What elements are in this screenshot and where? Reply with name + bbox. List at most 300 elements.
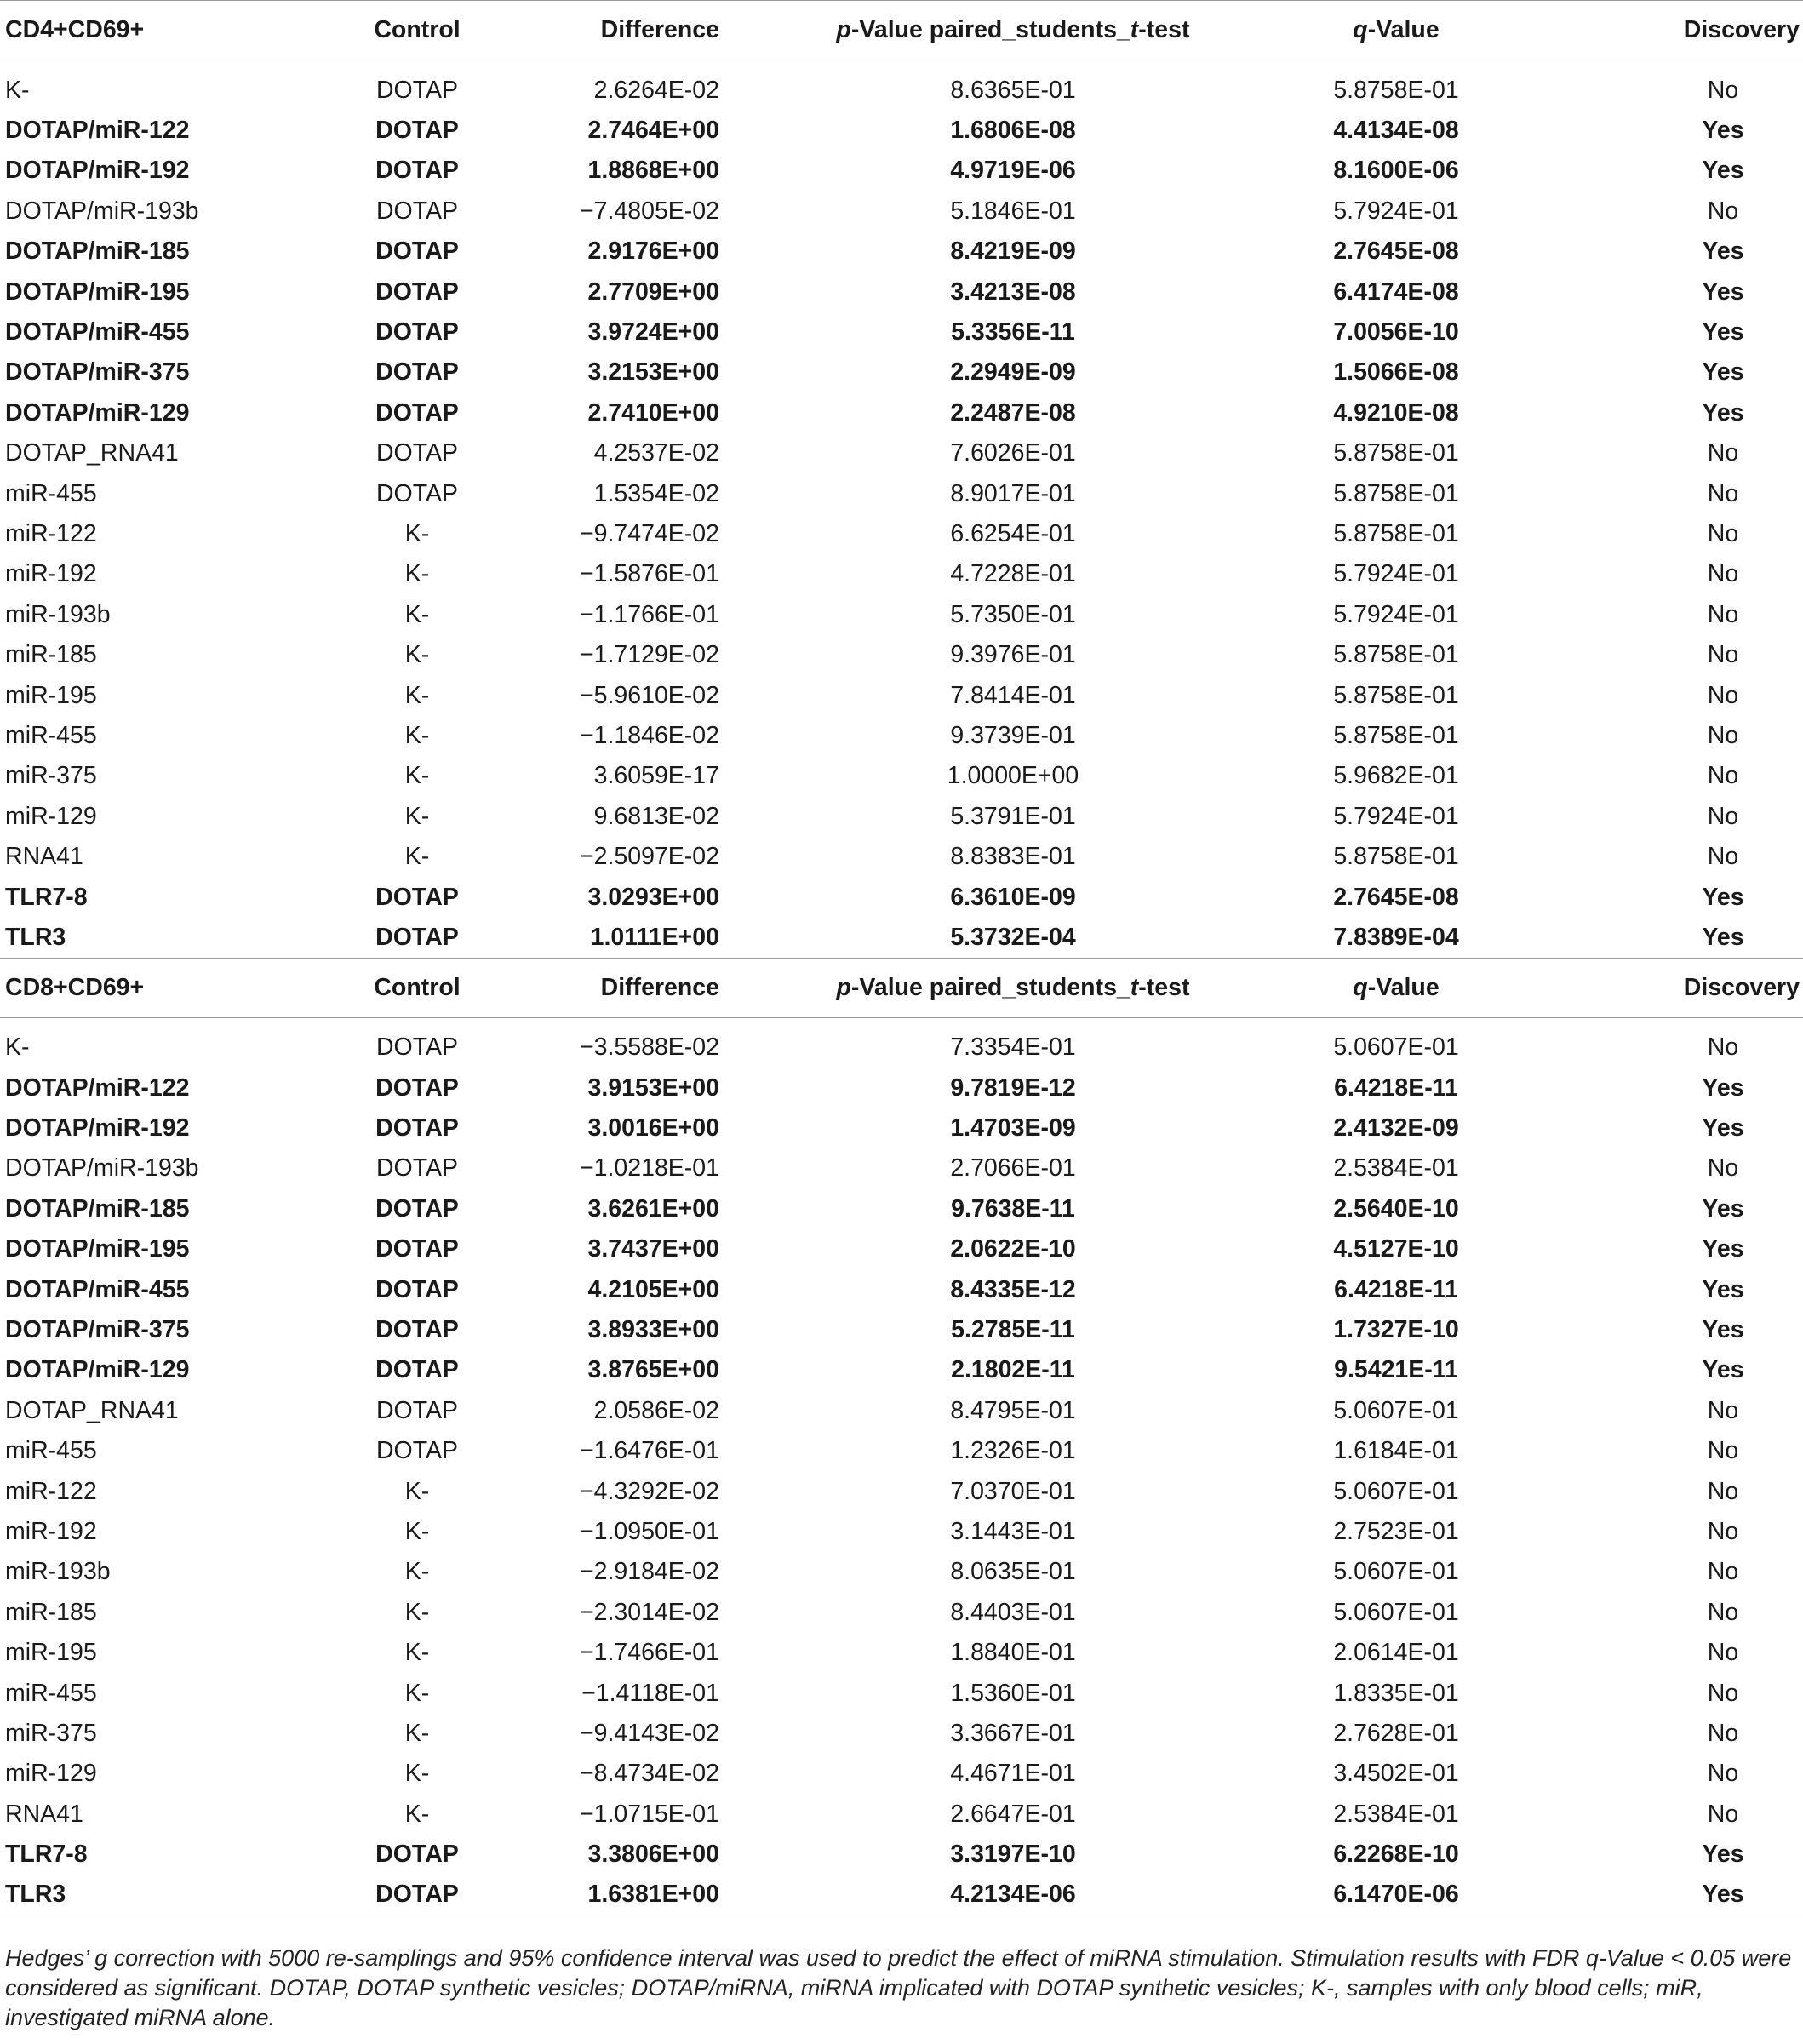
- discovery-cell: No: [1707, 1154, 1739, 1182]
- q-value-cell: 2.7645E-08: [1333, 238, 1459, 266]
- q-value-cell: 8.1600E-06: [1333, 157, 1459, 185]
- condition-cell: DOTAP/miR-195: [5, 1235, 190, 1263]
- difference-cell: 3.8765E+00: [587, 1356, 719, 1384]
- condition-cell: miR-195: [5, 1639, 97, 1667]
- condition-cell: miR-455: [5, 1437, 97, 1465]
- spacer-row: [0, 60, 1803, 71]
- q-value-cell: 5.0607E-01: [1333, 1477, 1459, 1505]
- difference-cell: −1.7466E-01: [579, 1639, 719, 1667]
- discovery-cell: Yes: [1702, 1356, 1744, 1384]
- p-value-cell: 8.8383E-01: [950, 843, 1076, 871]
- column-header-p-value-part: -Value paired_students_: [850, 16, 1130, 43]
- condition-cell: DOTAP/miR-129: [5, 1356, 190, 1384]
- difference-cell: 3.0016E+00: [587, 1114, 719, 1142]
- condition-cell: miR-375: [5, 762, 97, 790]
- condition-cell: TLR7-8: [5, 883, 88, 911]
- difference-cell: −2.5097E-02: [579, 843, 719, 871]
- p-value-cell: 5.3732E-04: [766, 918, 1209, 958]
- control-cell: K-: [404, 762, 430, 790]
- table-row: [0, 1835, 1803, 1875]
- q-value-cell: 2.7628E-01: [1333, 1719, 1459, 1747]
- q-value-cell: 9.5421E-11: [1334, 1356, 1458, 1384]
- discovery-cell: Yes: [1702, 278, 1744, 306]
- q-value-cell: 2.7645E-08: [1333, 883, 1459, 911]
- control-cell: DOTAP: [375, 479, 459, 507]
- condition-cell: miR-375: [5, 1719, 97, 1747]
- table-row: [0, 1269, 1803, 1309]
- discovery-cell: No: [1707, 762, 1739, 790]
- control-cell: DOTAP: [375, 358, 459, 386]
- discovery-cell: No: [1707, 1800, 1739, 1828]
- p-value-cell: 1.5360E-01: [950, 1679, 1076, 1707]
- column-header-q-value: [1209, 958, 1549, 1017]
- table-row: [0, 1795, 1803, 1835]
- discovery-cell: No: [1707, 600, 1739, 628]
- condition-cell: miR-455: [5, 721, 97, 749]
- condition-cell: DOTAP/miR-455: [5, 318, 190, 346]
- table-row: [0, 595, 1803, 635]
- column-header-control: Control: [315, 958, 477, 1017]
- discovery-cell: No: [1707, 1437, 1739, 1465]
- difference-cell: 2.7464E+00: [587, 117, 719, 145]
- control-cell: K-: [404, 1760, 430, 1788]
- control-cell: K-: [404, 560, 430, 588]
- difference-cell: −1.1846E-02: [579, 721, 719, 749]
- condition-cell: TLR3: [0, 1875, 315, 1915]
- difference-cell: 1.5354E-02: [593, 479, 719, 507]
- q-value-cell: 5.8758E-01: [1333, 641, 1459, 669]
- section-title: CD4+CD69+: [0, 1, 315, 60]
- table-row: [0, 756, 1803, 796]
- q-value-cell: 2.7523E-01: [1333, 1517, 1459, 1545]
- p-value-cell: 1.8840E-01: [950, 1639, 1076, 1667]
- table-row: [0, 1471, 1803, 1511]
- discovery-cell: No: [1707, 439, 1739, 467]
- condition-cell: miR-129: [5, 1760, 97, 1788]
- condition-cell: miR-192: [5, 1517, 97, 1545]
- control-cell: DOTAP: [375, 1074, 459, 1102]
- q-value-cell: 5.0607E-01: [1333, 1033, 1459, 1062]
- q-value-cell: 7.8389E-04: [1209, 918, 1549, 958]
- discovery-cell: Yes: [1702, 1235, 1744, 1263]
- q-value-cell: 1.7327E-10: [1333, 1316, 1459, 1344]
- difference-cell: 1.0111E+00: [477, 918, 766, 958]
- table-row: [0, 1068, 1803, 1108]
- q-value-cell: 5.7924E-01: [1333, 197, 1459, 225]
- difference-cell: −2.3014E-02: [579, 1598, 719, 1626]
- q-value-cell: 6.4218E-11: [1334, 1074, 1458, 1102]
- table-row: [0, 272, 1803, 312]
- discovery-cell: No: [1707, 1719, 1739, 1747]
- section-header-row: [0, 958, 1803, 1017]
- p-value-cell: 1.0000E+00: [947, 762, 1079, 790]
- condition-cell: TLR3: [0, 918, 315, 958]
- q-value-cell: 7.0056E-10: [1333, 318, 1459, 346]
- table-row: [0, 918, 1803, 958]
- condition-cell: RNA41: [5, 1800, 83, 1828]
- q-value-cell: 5.8758E-01: [1333, 721, 1459, 749]
- discovery-cell: No: [1707, 1558, 1739, 1586]
- difference-cell: 3.6059E-17: [593, 762, 719, 790]
- column-header-p-value-part: -test: [1138, 16, 1190, 43]
- discovery-cell: No: [1707, 1396, 1739, 1424]
- control-cell: DOTAP: [375, 1437, 459, 1465]
- difference-cell: 3.6261E+00: [587, 1194, 719, 1222]
- difference-cell: 2.9176E+00: [587, 238, 719, 266]
- spacer-cell: [0, 1017, 1803, 1028]
- discovery-cell: No: [1707, 843, 1739, 871]
- difference-cell: −3.5588E-02: [579, 1033, 719, 1062]
- condition-cell: K-: [5, 76, 30, 104]
- control-cell: K-: [404, 1639, 430, 1667]
- table-row: [0, 1028, 1803, 1068]
- control-cell: K-: [404, 1719, 430, 1747]
- control-cell: K-: [404, 600, 430, 628]
- q-value-cell: 5.7924E-01: [1333, 560, 1459, 588]
- p-value-cell: 8.6365E-01: [950, 76, 1076, 104]
- p-value-cell: 2.2949E-09: [950, 358, 1076, 386]
- q-value-cell: 5.8758E-01: [1333, 76, 1459, 104]
- discovery-cell: No: [1707, 1598, 1739, 1626]
- difference-cell: −7.4805E-02: [579, 197, 719, 225]
- condition-cell: DOTAP/miR-375: [5, 358, 190, 386]
- discovery-cell: Yes: [1549, 1875, 1803, 1915]
- control-cell: K-: [404, 1477, 430, 1505]
- condition-cell: DOTAP/miR-185: [5, 1194, 190, 1222]
- q-value-cell: 2.5640E-10: [1333, 1194, 1459, 1222]
- discovery-cell: Yes: [1702, 1194, 1744, 1222]
- q-value-cell: 5.7924E-01: [1333, 600, 1459, 628]
- spacer-row: [0, 1017, 1803, 1028]
- table-row: [0, 1673, 1803, 1713]
- control-cell: DOTAP: [375, 318, 459, 346]
- p-value-cell: 8.4335E-12: [950, 1275, 1076, 1303]
- p-value-cell: 3.4213E-08: [950, 278, 1076, 306]
- discovery-cell: No: [1707, 681, 1739, 709]
- condition-cell: DOTAP/miR-192: [5, 157, 190, 185]
- p-value-cell: 2.6647E-01: [950, 1800, 1076, 1828]
- column-header-q-value-part: -Value: [1367, 16, 1440, 43]
- condition-cell: miR-129: [5, 802, 97, 830]
- condition-cell: DOTAP/miR-193b: [5, 197, 199, 225]
- difference-cell: −2.9184E-02: [579, 1558, 719, 1586]
- table-row: [0, 635, 1803, 675]
- difference-cell: −9.7474E-02: [579, 519, 719, 547]
- q-value-cell: 2.5384E-01: [1333, 1800, 1459, 1828]
- table-row: [0, 514, 1803, 554]
- q-value-cell: 5.8758E-01: [1333, 843, 1459, 871]
- p-value-cell: 8.0635E-01: [950, 1558, 1076, 1586]
- q-value-cell: 4.5127E-10: [1333, 1235, 1459, 1263]
- table-row: [0, 71, 1803, 111]
- q-value-cell: 5.0607E-01: [1333, 1558, 1459, 1586]
- control-cell: DOTAP: [375, 1033, 459, 1062]
- table-body: [0, 1, 1803, 1915]
- discovery-cell: Yes: [1702, 1275, 1744, 1303]
- discovery-cell: No: [1707, 641, 1739, 669]
- column-header-q-value-part: -Value: [1367, 973, 1440, 1001]
- column-header-discovery: Discovery: [1549, 958, 1803, 1017]
- condition-cell: miR-185: [5, 1598, 97, 1626]
- p-value-cell: 5.1846E-01: [950, 197, 1076, 225]
- control-cell: DOTAP: [375, 117, 459, 145]
- table-row: [0, 151, 1803, 191]
- condition-cell: DOTAP/miR-122: [5, 117, 190, 145]
- discovery-cell: Yes: [1702, 1074, 1744, 1102]
- section-title: CD8+CD69+: [0, 958, 315, 1017]
- column-header-p-value: [766, 1, 1209, 60]
- discovery-cell: Yes: [1702, 398, 1744, 427]
- p-value-cell: 1.4703E-09: [950, 1114, 1076, 1142]
- q-value-cell: 4.9210E-08: [1333, 398, 1459, 427]
- table-row: [0, 1633, 1803, 1673]
- p-value-cell: 9.7638E-11: [951, 1194, 1075, 1222]
- difference-cell: 1.6381E+00: [477, 1875, 766, 1915]
- control-cell: DOTAP: [375, 1154, 459, 1182]
- difference-cell: −1.0950E-01: [579, 1517, 719, 1545]
- spacer-cell: [0, 60, 1803, 71]
- q-value-cell: 6.1470E-06: [1209, 1875, 1549, 1915]
- p-value-cell: 1.6806E-08: [950, 117, 1076, 145]
- column-header-p-value-part: t: [1130, 973, 1139, 1001]
- q-value-cell: 5.0607E-01: [1333, 1598, 1459, 1626]
- discovery-cell: No: [1707, 560, 1739, 588]
- difference-cell: 3.3806E+00: [587, 1841, 719, 1869]
- discovery-cell: No: [1707, 519, 1739, 547]
- discovery-cell: No: [1707, 76, 1739, 104]
- p-value-cell: 2.0622E-10: [950, 1235, 1076, 1263]
- difference-cell: 2.6264E-02: [593, 76, 719, 104]
- difference-cell: −1.1766E-01: [579, 600, 719, 628]
- p-value-cell: 5.3791E-01: [950, 802, 1076, 830]
- column-header-p-value: [766, 958, 1209, 1017]
- condition-cell: miR-122: [5, 519, 97, 547]
- q-value-cell: 2.4132E-09: [1333, 1114, 1459, 1142]
- control-cell: DOTAP: [375, 197, 459, 225]
- condition-cell: miR-455: [5, 1679, 97, 1707]
- control-cell: DOTAP: [375, 439, 459, 467]
- control-cell: DOTAP: [375, 76, 459, 104]
- control-cell: K-: [404, 1800, 430, 1828]
- table-row: [0, 1189, 1803, 1229]
- q-value-cell: 6.2268E-10: [1333, 1841, 1459, 1869]
- table-row: [0, 1310, 1803, 1350]
- p-value-cell: 3.3667E-01: [950, 1719, 1076, 1747]
- difference-cell: 1.8868E+00: [587, 157, 719, 185]
- table-row: [0, 111, 1803, 151]
- q-value-cell: 2.0614E-01: [1333, 1639, 1459, 1667]
- discovery-cell: Yes: [1702, 238, 1744, 266]
- column-header-q-value: [1209, 1, 1549, 60]
- difference-cell: 3.8933E+00: [587, 1316, 719, 1344]
- difference-cell: 3.2153E+00: [587, 358, 719, 386]
- difference-cell: 3.9724E+00: [587, 318, 719, 346]
- p-value-cell: 2.2487E-08: [950, 398, 1076, 427]
- condition-cell: K-: [5, 1033, 30, 1062]
- table-row: [0, 716, 1803, 756]
- p-value-cell: 1.2326E-01: [950, 1437, 1076, 1465]
- q-value-cell: 2.5384E-01: [1333, 1154, 1459, 1182]
- table-row: [0, 312, 1803, 352]
- difference-cell: −8.4734E-02: [579, 1760, 719, 1788]
- p-value-cell: 7.8414E-01: [950, 681, 1076, 709]
- difference-cell: 4.2105E+00: [587, 1275, 719, 1303]
- p-value-cell: 4.2134E-06: [766, 1875, 1209, 1915]
- discovery-cell: No: [1707, 1517, 1739, 1545]
- p-value-cell: 5.7350E-01: [950, 600, 1076, 628]
- column-header-difference: Difference: [477, 1, 766, 60]
- table-row: [0, 1593, 1803, 1633]
- condition-cell: DOTAP/miR-192: [5, 1114, 190, 1142]
- q-value-cell: 1.6184E-01: [1333, 1437, 1459, 1465]
- discovery-cell: Yes: [1702, 318, 1744, 346]
- q-value-cell: 5.8758E-01: [1333, 479, 1459, 507]
- control-cell: DOTAP: [375, 278, 459, 306]
- discovery-cell: Yes: [1702, 1316, 1744, 1344]
- condition-cell: DOTAP_RNA41: [5, 439, 179, 467]
- discovery-cell: No: [1707, 802, 1739, 830]
- control-cell: DOTAP: [315, 1875, 477, 1915]
- condition-cell: DOTAP_RNA41: [5, 1396, 179, 1424]
- table-row: [0, 433, 1803, 473]
- control-cell: DOTAP: [375, 1396, 459, 1424]
- control-cell: DOTAP: [375, 1235, 459, 1263]
- difference-cell: −4.3292E-02: [579, 1477, 719, 1505]
- discovery-cell: Yes: [1702, 117, 1744, 145]
- q-value-cell: 6.4174E-08: [1333, 278, 1459, 306]
- p-value-cell: 4.4671E-01: [950, 1760, 1076, 1788]
- column-header-p-value-part: p: [836, 973, 851, 1001]
- column-header-q-value-part: q: [1353, 973, 1368, 1001]
- table-row: [0, 554, 1803, 594]
- control-cell: K-: [404, 1598, 430, 1626]
- discovery-cell: No: [1707, 1033, 1739, 1062]
- control-cell: K-: [404, 681, 430, 709]
- p-value-cell: 5.2785E-11: [951, 1316, 1075, 1344]
- p-value-cell: 8.4795E-01: [950, 1396, 1076, 1424]
- difference-cell: −1.0218E-01: [579, 1154, 719, 1182]
- difference-cell: −1.7129E-02: [579, 641, 719, 669]
- table-row: [0, 393, 1803, 433]
- control-cell: K-: [404, 641, 430, 669]
- control-cell: K-: [404, 721, 430, 749]
- q-value-cell: 6.4218E-11: [1334, 1275, 1458, 1303]
- condition-cell: RNA41: [5, 843, 83, 871]
- q-value-cell: 5.8758E-01: [1333, 519, 1459, 547]
- control-cell: DOTAP: [315, 918, 477, 958]
- condition-cell: miR-193b: [5, 600, 111, 628]
- condition-cell: DOTAP/miR-185: [5, 238, 190, 266]
- control-cell: K-: [404, 1558, 430, 1586]
- p-value-cell: 8.9017E-01: [950, 479, 1076, 507]
- control-cell: DOTAP: [375, 1114, 459, 1142]
- q-value-cell: 1.5066E-08: [1333, 358, 1459, 386]
- discovery-cell: No: [1707, 479, 1739, 507]
- discovery-cell: No: [1707, 1760, 1739, 1788]
- table-row: [0, 1512, 1803, 1552]
- discovery-cell: Yes: [1549, 918, 1803, 958]
- difference-cell: −5.9610E-02: [579, 681, 719, 709]
- difference-cell: 2.7709E+00: [587, 278, 719, 306]
- discovery-cell: Yes: [1702, 883, 1744, 911]
- control-cell: K-: [404, 802, 430, 830]
- table-row: [0, 675, 1803, 715]
- condition-cell: miR-455: [5, 479, 97, 507]
- table-row: [0, 192, 1803, 232]
- condition-cell: DOTAP/miR-129: [5, 398, 190, 427]
- table-row: [0, 232, 1803, 272]
- table-row: [0, 1552, 1803, 1592]
- column-header-p-value-part: -test: [1138, 973, 1190, 1001]
- table-row: [0, 1148, 1803, 1188]
- discovery-cell: No: [1707, 197, 1739, 225]
- p-value-cell: 4.9719E-06: [950, 157, 1076, 185]
- p-value-cell: 2.1802E-11: [951, 1356, 1075, 1384]
- difference-cell: −1.0715E-01: [579, 1800, 719, 1828]
- difference-cell: 3.7437E+00: [587, 1235, 719, 1263]
- condition-cell: miR-195: [5, 681, 97, 709]
- q-value-cell: 5.8758E-01: [1333, 439, 1459, 467]
- difference-cell: 2.7410E+00: [587, 398, 719, 427]
- difference-cell: −1.5876E-01: [579, 560, 719, 588]
- condition-cell: DOTAP/miR-122: [5, 1074, 190, 1102]
- control-cell: DOTAP: [375, 1275, 459, 1303]
- q-value-cell: 4.4134E-08: [1333, 117, 1459, 145]
- column-header-p-value-part: -Value paired_students_: [850, 973, 1130, 1001]
- condition-cell: miR-185: [5, 641, 97, 669]
- p-value-cell: 5.3356E-11: [951, 318, 1075, 346]
- table-footnote: Hedges’ g correction with 5000 re-samplings and 95% confidence interval was used to predict the effect of miRNA stimulation. Stimulation results with FDR q-Value < 0.05 were considered as significant. DOTAP, DOTAP synthetic vesicles; DOTAP/miRNA, miRNA implicated with DOTAP synthetic vesicles; K-, samples with only blood cells; miR, investigated miRNA alone.: [5, 1945, 1792, 2030]
- table-row: [0, 1714, 1803, 1754]
- discovery-cell: Yes: [1702, 1114, 1744, 1142]
- p-value-cell: 7.3354E-01: [950, 1033, 1076, 1062]
- column-header-control: Control: [315, 1, 477, 60]
- difference-cell: 4.2537E-02: [593, 439, 719, 467]
- difference-cell: −1.6476E-01: [579, 1437, 719, 1465]
- p-value-cell: 6.3610E-09: [950, 883, 1076, 911]
- table-row: [0, 837, 1803, 877]
- discovery-cell: No: [1707, 721, 1739, 749]
- p-value-cell: 8.4403E-01: [950, 1598, 1076, 1626]
- column-header-q-value-part: q: [1353, 16, 1368, 43]
- p-value-cell: 7.6026E-01: [950, 439, 1076, 467]
- q-value-cell: 3.4502E-01: [1333, 1760, 1459, 1788]
- p-value-cell: 7.0370E-01: [950, 1477, 1076, 1505]
- difference-cell: 9.6813E-02: [593, 802, 719, 830]
- difference-cell: −1.4118E-01: [581, 1679, 719, 1707]
- condition-cell: DOTAP/miR-375: [5, 1316, 190, 1344]
- condition-cell: DOTAP/miR-195: [5, 278, 190, 306]
- difference-cell: 2.0586E-02: [593, 1396, 719, 1424]
- section-header-row: [0, 1, 1803, 60]
- q-value-cell: 5.9682E-01: [1333, 762, 1459, 790]
- p-value-cell: 9.7819E-12: [950, 1074, 1076, 1102]
- p-value-cell: 3.3197E-10: [950, 1841, 1076, 1869]
- control-cell: DOTAP: [375, 398, 459, 427]
- p-value-cell: 6.6254E-01: [950, 519, 1076, 547]
- condition-cell: TLR7-8: [5, 1841, 88, 1869]
- control-cell: K-: [404, 519, 430, 547]
- table-row: [0, 1875, 1803, 1915]
- condition-cell: miR-193b: [5, 1558, 111, 1586]
- table-row: [0, 877, 1803, 917]
- difference-cell: 3.0293E+00: [587, 883, 719, 911]
- table-row: [0, 473, 1803, 513]
- discovery-cell: No: [1707, 1477, 1739, 1505]
- control-cell: DOTAP: [375, 1194, 459, 1222]
- discovery-cell: Yes: [1702, 1841, 1744, 1869]
- table-row: [0, 1754, 1803, 1794]
